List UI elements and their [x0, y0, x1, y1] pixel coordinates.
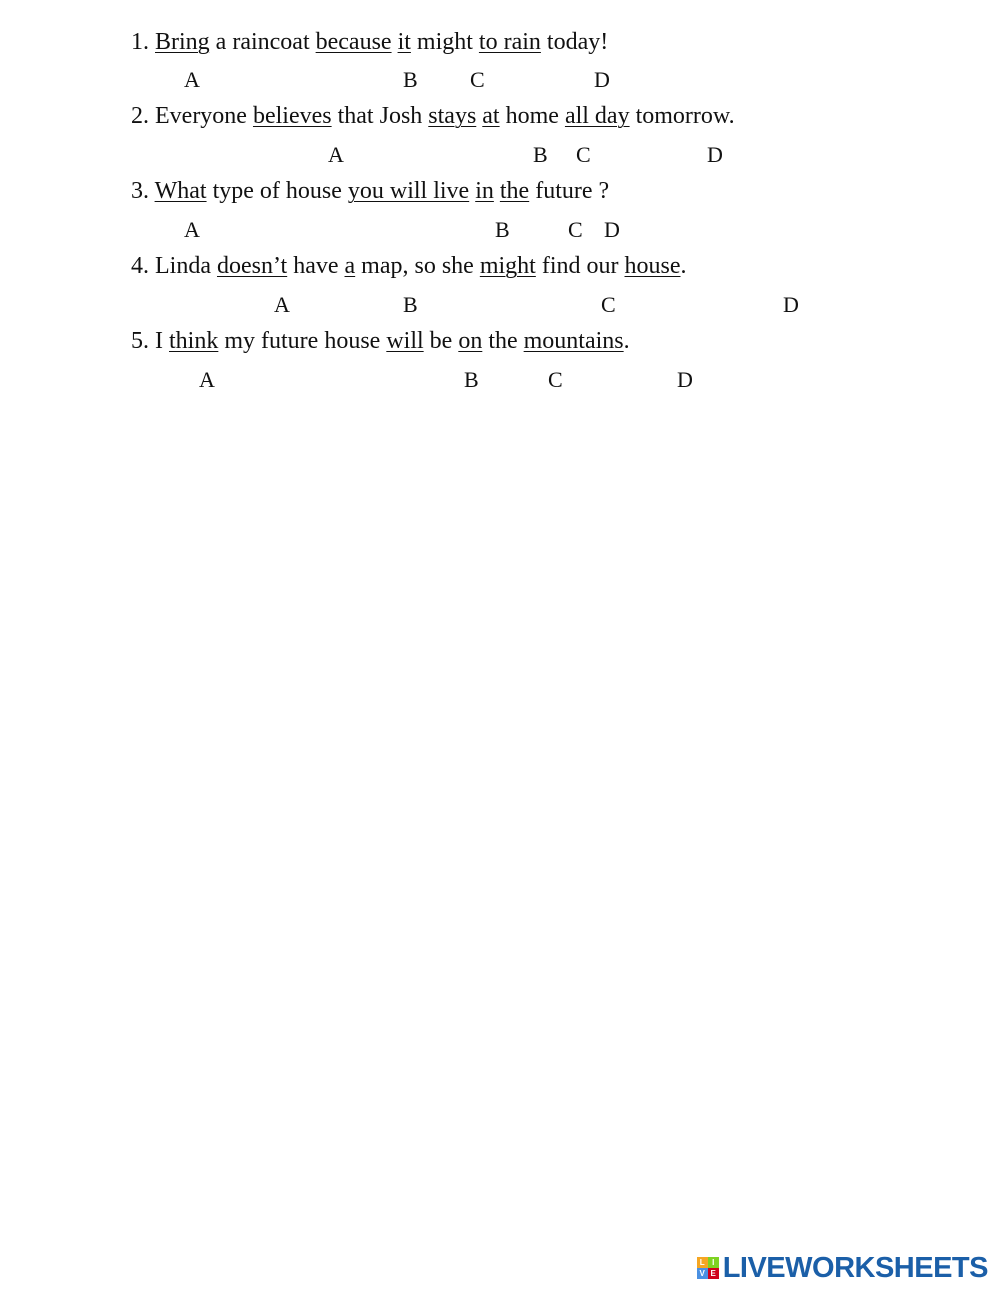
option-letter-a: A — [184, 67, 200, 92]
question-1 — [131, 28, 608, 56]
option-letter-a: A — [199, 367, 215, 392]
option-letter-c: C — [576, 142, 591, 167]
option-a-text[interactable]: doesn’t — [216, 253, 288, 279]
question-text: type of house — [212, 178, 342, 204]
option-letter-d: D — [594, 67, 610, 92]
question-number: 5. — [131, 328, 149, 354]
logo-tile: L — [697, 1257, 708, 1268]
option-letter-b: B — [403, 67, 418, 92]
question-4 — [131, 252, 687, 280]
option-d-text[interactable]: mountains — [523, 328, 624, 354]
option-c-text[interactable]: in — [475, 178, 494, 204]
option-d-text[interactable]: house — [624, 253, 681, 279]
question-text: that Josh — [337, 103, 423, 129]
option-b-text[interactable]: will — [386, 328, 424, 354]
option-a-text[interactable]: believes — [252, 103, 332, 129]
option-letter-b: B — [533, 142, 548, 167]
option-letter-d: D — [707, 142, 723, 167]
liveworksheets-logo-icon — [697, 1257, 719, 1279]
logo-tile: V — [697, 1268, 708, 1279]
option-b-text[interactable]: you will live — [347, 178, 470, 204]
option-letter-a: A — [184, 217, 200, 242]
option-c-text[interactable]: at — [482, 103, 500, 129]
question-2 — [131, 102, 735, 130]
option-letter-c: C — [568, 217, 583, 242]
option-b-text[interactable]: stays — [428, 103, 477, 129]
question-text: map, so she — [361, 253, 474, 279]
option-c-text[interactable]: it — [397, 29, 411, 55]
question-number: 1. — [131, 29, 149, 55]
question-text: home — [505, 103, 559, 129]
option-letter-c: C — [548, 367, 563, 392]
question-number: 3. — [131, 178, 149, 204]
option-letter-d: D — [677, 367, 693, 392]
question-number: 2. — [131, 103, 149, 129]
logo-tile: E — [708, 1268, 719, 1279]
option-letter-d: D — [604, 217, 620, 242]
liveworksheets-logo — [697, 1252, 988, 1284]
question-text: tomorrow. — [635, 103, 735, 129]
question-text: I — [155, 328, 163, 354]
question-text: . — [680, 253, 687, 279]
option-letter-b: B — [464, 367, 479, 392]
option-d-text[interactable]: the — [499, 178, 530, 204]
option-a-text[interactable]: think — [169, 328, 219, 354]
question-text: the — [488, 328, 518, 354]
question-text: might — [416, 29, 473, 55]
question-text: Everyone — [155, 103, 247, 129]
logo-tile: I — [708, 1257, 719, 1268]
option-d-text[interactable]: all day — [564, 103, 630, 129]
option-letter-c: C — [601, 292, 616, 317]
question-text: a raincoat — [215, 29, 310, 55]
question-text: my future house — [224, 328, 381, 354]
option-c-text[interactable]: on — [458, 328, 483, 354]
question-text: . — [623, 328, 630, 354]
option-letter-c: C — [470, 67, 485, 92]
option-letter-d: D — [783, 292, 799, 317]
question-text: have — [293, 253, 339, 279]
option-d-text[interactable]: to rain — [478, 29, 541, 55]
option-b-text[interactable]: because — [315, 29, 392, 55]
option-letter-a: A — [328, 142, 344, 167]
option-a-text[interactable]: What — [154, 178, 207, 204]
option-a-text[interactable]: Bring — [155, 29, 210, 55]
option-letter-a: A — [274, 292, 290, 317]
question-text: today! — [546, 29, 609, 55]
liveworksheets-wordmark: LIVEWORKSHEETS — [722, 1251, 988, 1284]
question-text: be — [429, 328, 453, 354]
question-text: Linda — [155, 253, 211, 279]
option-c-text[interactable]: might — [479, 253, 536, 279]
question-number: 4. — [131, 253, 149, 279]
option-letter-b: B — [403, 292, 418, 317]
question-5 — [131, 327, 630, 355]
option-b-text[interactable]: a — [344, 253, 356, 279]
question-text: future ? — [535, 178, 610, 204]
question-text: find our — [541, 253, 619, 279]
option-letter-b: B — [495, 217, 510, 242]
question-3 — [131, 177, 609, 205]
